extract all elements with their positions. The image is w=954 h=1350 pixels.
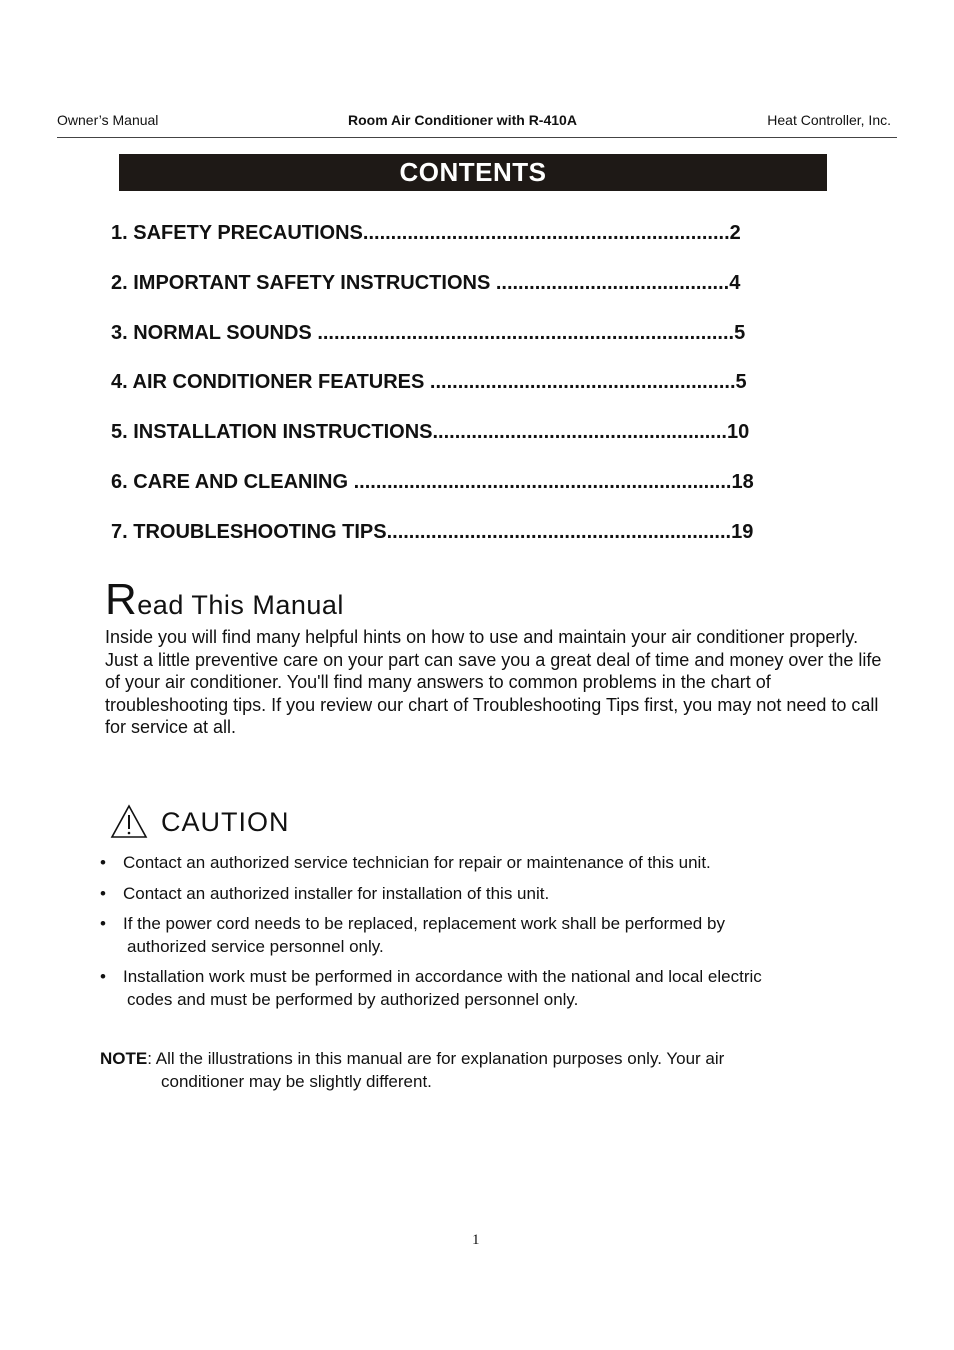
list-item: [100, 852, 860, 875]
bullet-mark: •: [100, 914, 106, 933]
toc-entry[interactable]: 2. IMPORTANT SAFETY INSTRUCTIONS ..........................................4: [111, 271, 741, 294]
note-block: [100, 1048, 860, 1093]
caution-item-text: If the power cord needs to be replaced, replacement work shall be performed by: [123, 914, 725, 933]
header-manual-label: Owner’s Manual: [57, 112, 159, 128]
note-text-continuation: conditioner may be slightly different.: [161, 1071, 432, 1091]
toc-entry[interactable]: 7. TROUBLESHOOTING TIPS..............................................................19: [111, 520, 754, 543]
header-product-title: Room Air Conditioner with R-410A: [348, 112, 577, 128]
read-heading-rest: ead This Manual: [137, 590, 344, 620]
header-company: Heat Controller, Inc.: [767, 112, 891, 128]
contents-heading: CONTENTS: [119, 154, 827, 191]
read-heading-initial: R: [105, 575, 138, 624]
page-header: [57, 112, 897, 138]
toc-entry[interactable]: 3. NORMAL SOUNDS ...........................................................................5: [111, 321, 746, 344]
list-item: [100, 966, 860, 1011]
toc-entry[interactable]: 1. SAFETY PRECAUTIONS..................................................................2: [111, 222, 741, 244]
caution-list: [100, 852, 860, 1019]
caution-title: CAUTION: [161, 807, 290, 837]
warning-triangle-icon: [110, 804, 148, 840]
list-item: [100, 883, 860, 906]
read-manual-paragraph: Inside you will find many helpful hints on how to use and maintain your air conditioner properly. Just a little preventive care on your part can save you a great deal of time and money over the life of your air conditioner. You'll find many answers to common problems in the chart of troubleshooting tips. If you review our chart of Troubleshooting Tips first, you may not need to call for service at all.: [105, 627, 882, 738]
toc-entry[interactable]: 6. CARE AND CLEANING ....................................................................18: [111, 470, 754, 493]
toc-entry[interactable]: 4. AIR CONDITIONER FEATURES .......................................................5: [111, 371, 747, 394]
list-item: [100, 913, 860, 958]
read-manual-heading: [105, 575, 344, 624]
bullet-mark: •: [100, 967, 106, 986]
caution-item-continuation: codes and must be performed by authorized personnel only.: [127, 989, 579, 1009]
bullet-mark: •: [100, 883, 106, 903]
caution-item-text: Contact an authorized installer for installation of this unit.: [123, 883, 550, 903]
table-of-contents: [111, 222, 754, 571]
caution-item-text: Installation work must be performed in accordance with the national and local electric: [123, 967, 762, 986]
caution-item-continuation: authorized service personnel only.: [127, 936, 384, 956]
note-text: : All the illustrations in this manual are for explanation purposes only. Your air: [147, 1049, 725, 1068]
bullet-mark: •: [100, 853, 106, 872]
page-number: 1: [472, 1232, 480, 1248]
caution-item-text: Contact an authorized service technician for repair or maintenance of this unit.: [123, 853, 711, 872]
toc-entry[interactable]: 5. INSTALLATION INSTRUCTIONS.....................................................10: [111, 421, 750, 444]
note-label: NOTE: [100, 1049, 148, 1068]
